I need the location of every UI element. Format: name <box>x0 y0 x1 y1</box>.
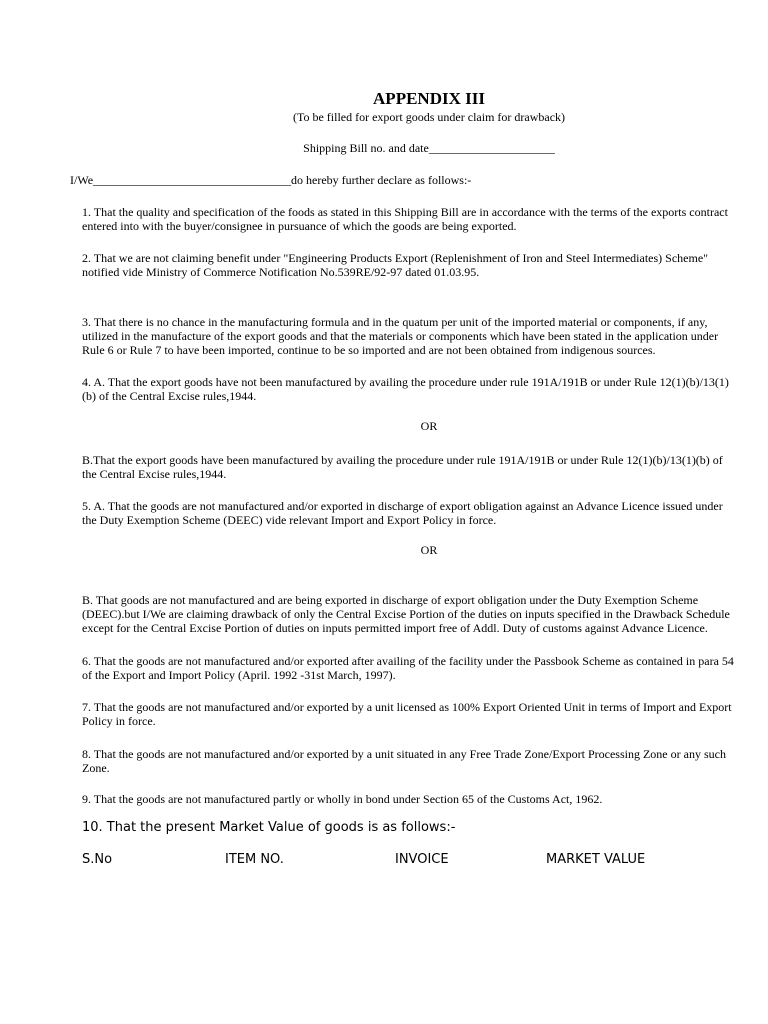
clause-line: 7. That the goods are not manufactured and/or exported by a unit licensed as 100% Export Oriented Unit in terms of Import and Export <box>82 700 732 714</box>
clause-line: notified vide Ministry of Commerce Notification No.539RE/92-97 dated 01.03.95. <box>82 265 480 279</box>
clause-line: 8. That the goods are not manufactured and/or exported by a unit situated in any Free Trade Zone/Export Processing Zone or any such <box>82 747 726 761</box>
clause-line: 1. That the quality and specification of the foods as stated in this Shipping Bill are in accordance with the terms of the exports contract <box>82 205 728 219</box>
clause-8 <box>82 747 726 775</box>
clause-line: 5. A. That the goods are not manufactured and/or exported in discharge of export obligation against an Advance Licence issued under <box>82 499 723 513</box>
clause-10: 10. That the present Market Value of goods is as follows:- <box>82 820 456 835</box>
declaration-line: I/We_________________________________do hereby further declare as follows:- <box>70 173 472 187</box>
page-title: APPENDIX III <box>373 89 485 108</box>
clause-9 <box>82 792 602 806</box>
shipping-bill-line: Shipping Bill no. and date_____________________ <box>303 141 555 155</box>
clause-4b <box>82 453 723 481</box>
clause-7 <box>82 700 732 728</box>
clause-line: 9. That the goods are not manufactured partly or wholly in bond under Section 65 of the Customs Act, 1962. <box>82 792 603 806</box>
column-header-market-value: MARKET VALUE <box>546 852 646 867</box>
clause-5a <box>82 499 723 527</box>
clause-line: 4. A. That the export goods have not been manufactured by availing the procedure under rule 191A/191B or under Rule 12(1)(b)/13(1) <box>82 375 729 389</box>
clause-line: the Central Excise rules,1944. <box>82 467 227 481</box>
clause-line: Zone. <box>82 761 110 775</box>
clause-line: utilized in the manufacture of the export goods and that the materials or components which have been stated in the application under <box>82 329 719 343</box>
clause-2 <box>82 251 708 279</box>
clause-line: (b) of the Central Excise rules,1944. <box>82 389 257 403</box>
column-header-sno: S.No <box>82 852 113 867</box>
column-header-item-no: ITEM NO. <box>225 852 284 867</box>
clause-line: the Duty Exemption Scheme (DEEC) vide relevant Import and Export Policy in force. <box>82 513 497 527</box>
clause-line: 3. That there is no chance in the manufacturing formula and in the quatum per unit of the imported material or components, if any, <box>82 315 708 329</box>
or-separator: OR <box>420 419 438 433</box>
clause-line: 6. That the goods are not manufactured and/or exported after availing of the facility under the Passbook Scheme as contained in para 54 <box>82 654 734 668</box>
clause-5b <box>82 593 730 635</box>
clause-1 <box>82 205 728 233</box>
clause-line: 2. That we are not claiming benefit under "Engineering Products Export (Replenishment of Iron and Steel Intermediates) Scheme" <box>82 251 709 265</box>
clause-6 <box>82 654 734 682</box>
clause-3 <box>82 315 718 357</box>
clause-line: Policy in force. <box>82 714 156 728</box>
or-separator: OR <box>420 543 438 557</box>
clause-line: B. That goods are not manufactured and are being exported in discharge of export obligation under the Duty Exemption Scheme <box>82 593 699 607</box>
clause-4a <box>82 375 729 403</box>
column-header-invoice: INVOICE <box>395 852 449 867</box>
page-subtitle: (To be filled for export goods under claim for drawback) <box>292 110 566 124</box>
clause-line: (DEEC).but I/We are claiming drawback of only the Central Excise Portion of the duties on inputs specified in the Drawback Schedule <box>82 607 730 621</box>
clause-line: except for the Central Excise Portion of duties on inputs permitted import free of Addl. Duty of customs against Advance Licence. <box>82 621 708 635</box>
clause-line: entered into with the buyer/consignee in pursuance of which the goods are being exported. <box>82 219 517 233</box>
clause-line: B.That the export goods have been manufactured by availing the procedure under rule 191A/191B or under Rule 12(1)(b)/13(1)(b) of <box>82 453 723 467</box>
clause-line: Rule 6 or Rule 7 to have been imported, continue to be so imported and are not been obtained from indigenous sources. <box>82 343 656 357</box>
clause-line: of the Export and Import Policy (April. 1992 -31st March, 1997). <box>82 668 396 682</box>
